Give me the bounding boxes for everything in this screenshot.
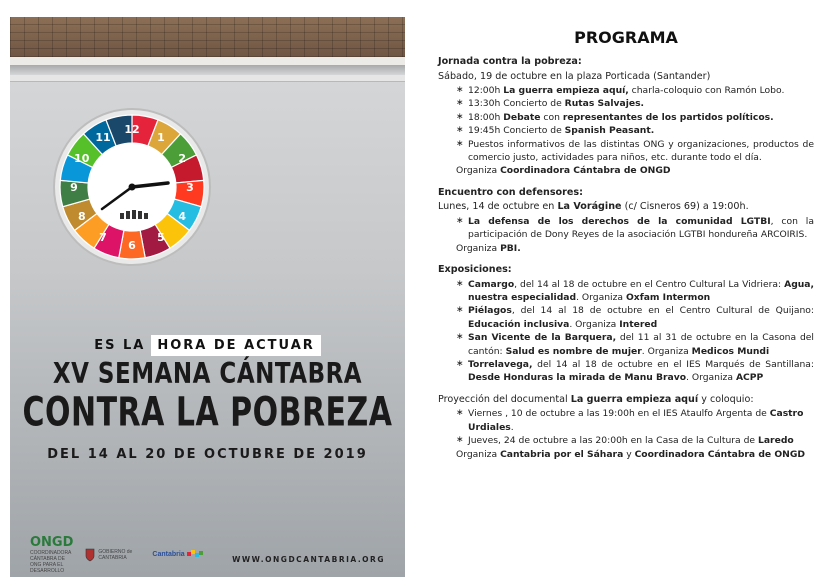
- section-heading: Encuentro con defensores:: [438, 186, 583, 198]
- clock-number: 6: [128, 239, 136, 252]
- cantabria-logo-text: Cantabria: [152, 551, 185, 558]
- list-item: [456, 358, 814, 385]
- program-panel: [438, 28, 814, 469]
- clock-number: 3: [186, 181, 194, 194]
- item-text: 19:45h Concierto de: [468, 125, 565, 137]
- section-exposiciones: [438, 263, 814, 385]
- wall-ledge: [10, 57, 405, 65]
- ongd-logo: [30, 535, 73, 574]
- item-text: . Organiza: [641, 345, 692, 357]
- mark-bar: [120, 213, 124, 219]
- section-encuentro: [438, 186, 814, 255]
- intro-text: Proyección del documental: [438, 393, 571, 405]
- item-text: del 14 al 18 de octubre en el IES Marqués de Santillana:: [532, 359, 814, 370]
- organizer-line: [438, 448, 814, 461]
- organizer-label: Organiza: [456, 448, 501, 460]
- poster-title-line1: XV SEMANA CÁNTABRA: [52, 357, 363, 391]
- item-bold: Educación inclusiva: [468, 318, 570, 330]
- item-text: charla-coloquio con Ramón Lobo.: [628, 85, 785, 96]
- section-proyeccion: [438, 393, 814, 461]
- poster-title-line2: CONTRA LA POBREZA: [22, 388, 393, 437]
- item-bold: Oxfam Intermon: [625, 291, 711, 303]
- item-text: . Organiza: [576, 291, 626, 303]
- intro-text: y coloquio:: [698, 393, 754, 405]
- list-item: [456, 331, 814, 358]
- clock-center: [129, 184, 136, 191]
- organizer-sep: y: [623, 448, 635, 460]
- item-text: 12:00h: [468, 85, 504, 96]
- list-item: [456, 407, 814, 434]
- tagline: [10, 335, 405, 356]
- organizer-line: [438, 164, 814, 177]
- item-bold: Camargo: [468, 278, 515, 290]
- clock-number: 7: [99, 231, 107, 245]
- item-bold: Salud es nombre de mujer: [505, 345, 642, 357]
- organizer-label: Organiza: [456, 242, 501, 254]
- wall-pipe: [10, 75, 405, 82]
- item-text: Jueves, 24 de octubre a las 20:00h en la Casa de la Cultura de: [468, 435, 758, 447]
- gobierno-logo-text: GOBIERNO de CANTABRIA: [98, 548, 133, 561]
- list-item: [456, 278, 814, 305]
- program-title: PROGRAMA: [574, 28, 678, 47]
- organizer-name: Coordinadora Cántabra de ONGD: [634, 448, 805, 460]
- event-list: [438, 215, 814, 242]
- item-bold: San Vicente de la Barquera,: [468, 332, 617, 344]
- ongd-logo-sub: COORDINADORA CÁNTABRA DE ONG PARA EL DESARROLLO: [30, 550, 72, 574]
- mark-bar: [144, 213, 148, 219]
- item-bold: Intered: [619, 318, 658, 330]
- poster-dates: DEL 14 AL 20 DE OCTUBRE DE 2019: [47, 447, 368, 462]
- organizer-line: [438, 242, 814, 255]
- brick-wall: [10, 17, 405, 57]
- item-bold: Debate: [503, 111, 541, 123]
- cantabria-color-icon: [187, 550, 203, 560]
- item-bold: Spanish Peasant.: [564, 125, 655, 137]
- section-jornada: [438, 55, 814, 178]
- item-bold: La guerra empieza aquí,: [503, 85, 629, 96]
- item-bold: Agua, nuestra especialidad: [468, 278, 814, 303]
- list-item: [456, 304, 814, 331]
- cantabria-logo: [152, 550, 202, 560]
- gobierno-logo: [85, 548, 140, 562]
- list-item: [456, 434, 814, 447]
- item-bold: Castro Urdiales: [468, 408, 804, 433]
- list-item: [456, 124, 814, 137]
- clock-number: 12: [124, 123, 140, 136]
- organizer-name: Cantabria por el Sáhara: [500, 448, 624, 460]
- item-text: . Organiza: [686, 372, 736, 384]
- section-heading: Exposiciones:: [438, 264, 512, 276]
- intro-bold: La guerra empieza aquí: [570, 393, 699, 405]
- event-list: [438, 84, 814, 164]
- item-bold: Torrelavega,: [468, 359, 533, 370]
- section-intro: Sábado, 19 de octubre en la plaza Porticada (Santander): [438, 70, 711, 82]
- item-text: .: [510, 421, 514, 433]
- screening-list: [438, 407, 814, 447]
- list-item: ∗ Puestos informativos de las distintas ONG y organizaciones, productos de comercio justo, actividades para niños, etc. durante todo el día.: [456, 138, 814, 165]
- clock-number: 2: [178, 152, 187, 165]
- list-item: [456, 97, 814, 110]
- item-text: , del 14 al 18 de octubre en el Centro Cultural de Quijano:: [511, 305, 814, 317]
- item-text: 18:00h: [468, 111, 504, 123]
- coat-of-arms-icon: [85, 548, 95, 562]
- item-text: . Organiza: [569, 318, 620, 330]
- organizer-label: Organiza: [456, 165, 501, 177]
- event-poster: [10, 17, 405, 577]
- item-bold: Laredo: [758, 435, 794, 447]
- item-bold: representantes de los partidos políticos.: [562, 111, 774, 123]
- clock-number: 1: [157, 130, 165, 144]
- item-bold: Medicos Mundi: [691, 345, 770, 357]
- item-bold: Piélagos: [468, 305, 512, 317]
- clock-number: 10: [74, 152, 90, 165]
- intro-text: Lunes, 14 de octubre en: [438, 201, 558, 213]
- section-heading: Jornada contra la pobreza:: [438, 56, 582, 67]
- mark-bar: [138, 211, 142, 219]
- sponsor-logos: [30, 535, 203, 574]
- item-text: , con la participación de Dony Reyes de la asociación LGTBI hondureña ARCOIRIS.: [468, 215, 814, 241]
- list-item: [456, 111, 814, 124]
- item-bold: Rutas Salvajes.: [564, 98, 645, 110]
- intro-text: (c/ Cisneros 69) a 19:00h.: [621, 201, 749, 213]
- sdg-clock: [52, 107, 212, 267]
- ledge-shadow: [10, 65, 405, 75]
- item-text: con: [540, 111, 563, 123]
- poster-website: WWW.ONGDCANTABRIA.ORG: [232, 555, 385, 564]
- clock-number: 11: [95, 130, 111, 144]
- mark-bar: [132, 210, 136, 219]
- clock-number: 8: [77, 210, 86, 223]
- item-text: Viernes , 10 de octubre a las 19:00h en el IES Ataulfo Argenta de: [468, 408, 770, 420]
- mark-bar: [126, 211, 130, 219]
- section-intro: [438, 200, 814, 215]
- tagline-highlight: HORA DE ACTUAR: [151, 335, 320, 356]
- item-bold: Desde Honduras la mirada de Manu Bravo: [468, 372, 687, 384]
- list-item: [456, 84, 814, 97]
- exhibition-list: [438, 278, 814, 385]
- organizer-name: PBI.: [500, 242, 521, 254]
- tagline-pre: ES LA: [94, 338, 146, 353]
- clock-number: 5: [157, 231, 165, 245]
- ongd-logo-text: ONGD: [30, 535, 74, 550]
- list-item: [456, 215, 814, 242]
- clock-number: 9: [70, 181, 78, 194]
- item-bold: ACPP: [735, 372, 764, 384]
- intro-bold: La Vorágine: [557, 201, 622, 213]
- section-intro: [438, 393, 814, 408]
- item-text: del 11 al 31 de octubre en la Casona del cantón:: [468, 332, 814, 357]
- item-text: , del 14 al 18 de octubre en el Centro Cultural La Vidriera:: [514, 278, 785, 290]
- item-bold: La defensa de los derechos de la comunidad LGTBI: [468, 215, 771, 227]
- clock-number: 4: [178, 210, 187, 223]
- organizer-name: Coordinadora Cántabra de ONGD: [500, 165, 671, 177]
- item-text: 13:30h Concierto de: [468, 98, 565, 110]
